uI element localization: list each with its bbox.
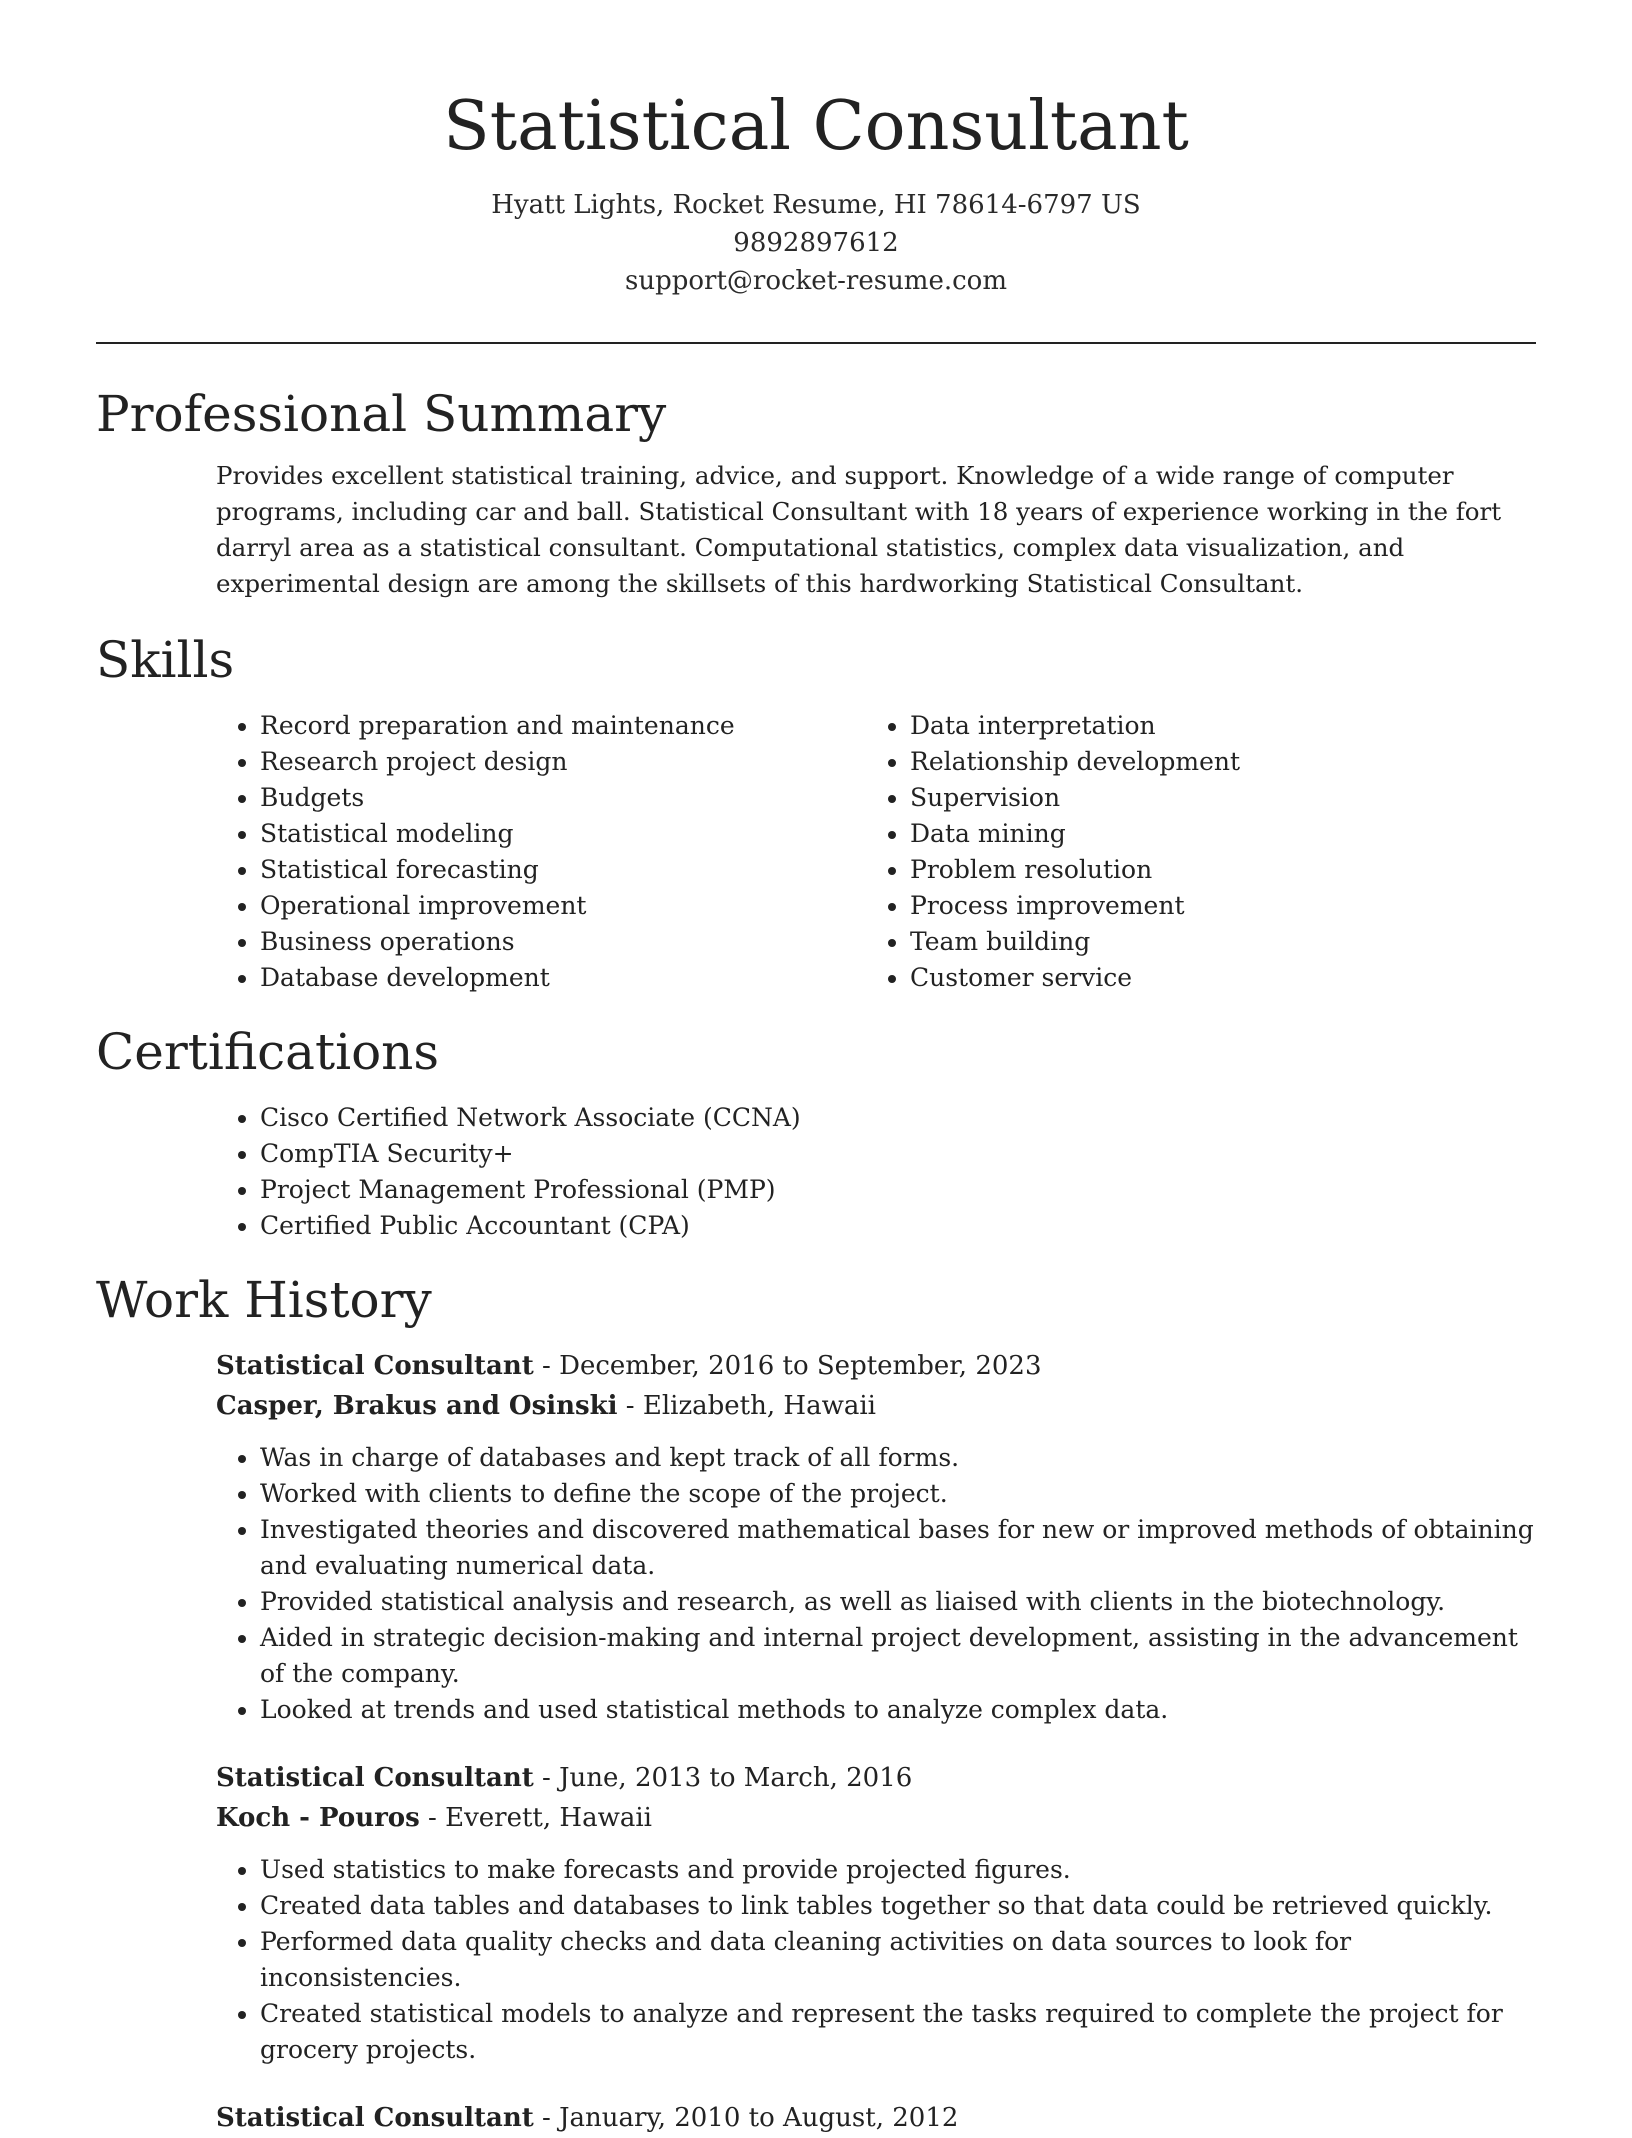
- certification-item: • CompTIA Security+: [260, 1136, 1536, 1172]
- job-title-line: Statistical Consultant - January, 2010 to August, 2012: [216, 2103, 959, 2133]
- job-entry: [216, 1758, 1536, 2068]
- job-bullet: • Investigated theories and discovered mathematical bases for new or improved methods of obtaining and evaluating numerical data.: [260, 1512, 1536, 1584]
- job-bullet: • Created data tables and databases to link tables together so that data could be retrieved quickly.: [260, 1888, 1536, 1924]
- skill-item: • Statistical modeling: [260, 816, 866, 852]
- skill-item: • Process improvement: [910, 888, 1516, 924]
- contact-email: support@rocket-resume.com: [624, 266, 1007, 296]
- job-bullet: • Created statistical models to analyze and represent the tasks required to complete the project for grocery projects.: [260, 1996, 1536, 2068]
- job-company: Casper, Brakus and Osinski: [216, 1391, 618, 1421]
- work-history-section: [96, 1266, 1536, 2138]
- skills-list-left: [216, 708, 866, 996]
- job-company: Koch - Pouros: [216, 1803, 420, 1833]
- job-bullets: [216, 1440, 1536, 1728]
- job-bullet: • Was in charge of databases and kept track of all forms.: [260, 1440, 1536, 1476]
- skill-item: • Budgets: [260, 780, 866, 816]
- certifications-list: [216, 1100, 1536, 1244]
- skill-item: • Relationship development: [910, 744, 1516, 780]
- certification-item: • Certified Public Accountant (CPA): [260, 1208, 1536, 1244]
- job-bullet: • Used statistics to make forecasts and provide projected figures.: [260, 1852, 1536, 1888]
- skill-item: • Problem resolution: [910, 852, 1516, 888]
- skill-item: • Supervision: [910, 780, 1516, 816]
- summary-section: [96, 380, 1536, 602]
- job-title-line: Statistical Consultant - December, 2016 to September, 2023: [216, 1351, 1042, 1381]
- certifications-title: Certifications: [96, 1023, 440, 1081]
- job-title-line: Statistical Consultant - June, 2013 to March, 2016: [216, 1763, 913, 1793]
- skill-item: • Statistical forecasting: [260, 852, 866, 888]
- skill-item: • Research project design: [260, 744, 866, 780]
- skill-item: • Data interpretation: [910, 708, 1516, 744]
- job-bullet: • Provided statistical analysis and research, as well as liaised with clients in the biotechnology.: [260, 1584, 1536, 1620]
- skill-item: • Record preparation and maintenance: [260, 708, 866, 744]
- skill-item: • Customer service: [910, 960, 1516, 996]
- work-history-title: Work History: [96, 1271, 432, 1329]
- job-entry: [216, 1346, 1536, 1728]
- skills-grid: [216, 708, 1536, 996]
- job-dates: January, 2010 to August, 2012: [559, 2103, 959, 2133]
- job-dates: June, 2013 to March, 2016: [559, 1763, 913, 1793]
- job-bullet: • Aided in strategic decision-making and internal project development, assisting in the advancement of the company.: [260, 1620, 1536, 1692]
- job-title: Statistical Consultant: [216, 1763, 534, 1793]
- skills-section: [96, 626, 1536, 996]
- skill-item: • Database development: [260, 960, 866, 996]
- header-divider: [96, 342, 1536, 344]
- contact-phone: 9892897612: [733, 228, 899, 258]
- resume-header: [0, 0, 1632, 300]
- job-location: Elizabeth, Hawaii: [642, 1391, 876, 1421]
- contact-address: Hyatt Lights, Rocket Resume, HI 78614-6797 US: [491, 190, 1141, 220]
- certification-item: • Cisco Certified Network Associate (CCNA): [260, 1100, 1536, 1136]
- contact-info: [0, 186, 1632, 300]
- job-company-line: Koch - Pouros - Everett, Hawaii: [216, 1803, 652, 1833]
- job-title: Statistical Consultant: [216, 2103, 534, 2133]
- skill-item: • Data mining: [910, 816, 1516, 852]
- job-company-line: Casper, Brakus and Osinski - Elizabeth, Hawaii: [216, 1391, 876, 1421]
- resume-name: Statistical Consultant: [443, 87, 1189, 166]
- job-bullet: • Performed data quality checks and data cleaning activities on data sources to look for inconsistencies.: [260, 1924, 1536, 1996]
- job-bullets: [216, 1852, 1536, 2068]
- skills-list-right: [866, 708, 1516, 996]
- job-bullet: • Looked at trends and used statistical methods to analyze complex data.: [260, 1692, 1536, 1728]
- job-location: Everett, Hawaii: [445, 1803, 652, 1833]
- job-entry: [216, 2098, 1536, 2138]
- summary-title: Professional Summary: [96, 385, 667, 443]
- resume-content: [96, 380, 1536, 2138]
- skill-item: • Operational improvement: [260, 888, 866, 924]
- skill-item: • Team building: [910, 924, 1516, 960]
- skill-item: • Business operations: [260, 924, 866, 960]
- job-title: Statistical Consultant: [216, 1351, 534, 1381]
- certifications-section: [96, 1018, 1536, 1244]
- certification-item: • Project Management Professional (PMP): [260, 1172, 1536, 1208]
- job-bullet: • Worked with clients to define the scope of the project.: [260, 1476, 1536, 1512]
- summary-text: Provides excellent statistical training, advice, and support. Knowledge of a wide range of computer programs, including car and ball. Statistical Consultant with 18 years of experience working in the fort darryl area as a statistical consultant. Computational statistics, complex data visualization, and experimental design are among the skillsets of this hardworking Statistical Consultant.: [216, 461, 1502, 598]
- skills-title: Skills: [96, 631, 235, 689]
- job-dates: December, 2016 to September, 2023: [559, 1351, 1042, 1381]
